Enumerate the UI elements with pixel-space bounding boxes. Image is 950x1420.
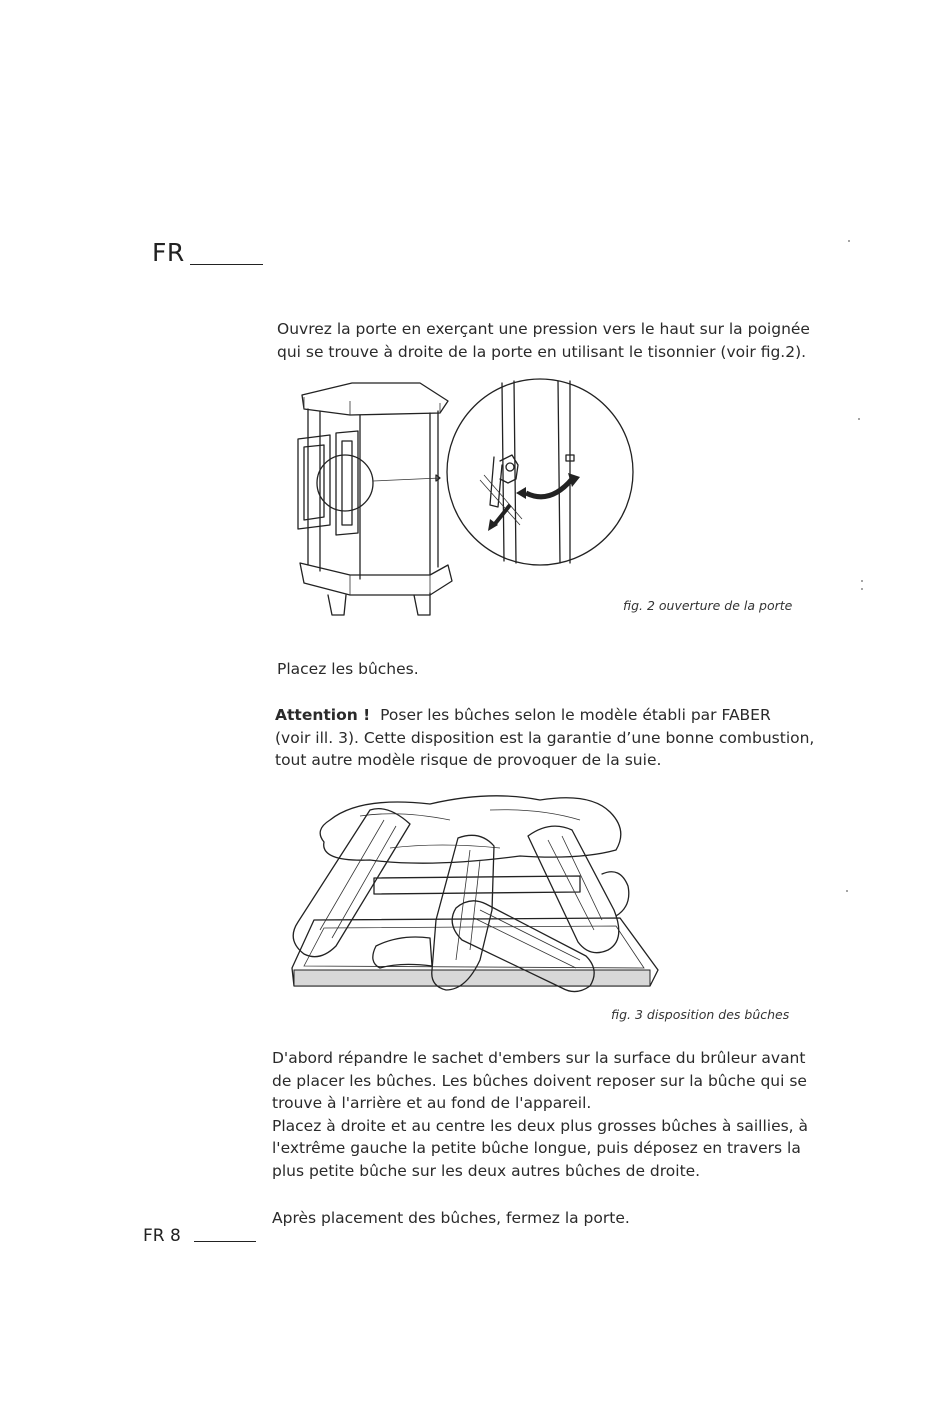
stove-door-illustration [290, 375, 650, 620]
instructions-line-4: Placez à droite et au centre les deux plus grosses bûches à saillies, à [272, 1116, 809, 1135]
instructions-line-3: trouve à l'arrière et au fond de l'appareil. [272, 1094, 592, 1112]
attention-line-3: tout autre modèle risque de provoquer de la suie. [275, 751, 662, 769]
attention-label: Attention ! [275, 706, 371, 724]
instructions-line-5: l'extrême gauche la petite bûche longue, puis déposez en travers la [272, 1139, 801, 1157]
scan-speck [861, 588, 863, 590]
logs-heading: Placez les bûches. [277, 660, 419, 678]
intro-paragraph [277, 318, 810, 363]
log-arrangement-illustration [280, 790, 660, 1000]
closing-line: Après placement des bûches, fermez la porte. [272, 1209, 630, 1227]
scan-speck [858, 418, 860, 420]
intro-line-1: Ouvrez la porte en exerçant une pression vers le haut sur la poignée [277, 320, 810, 338]
scan-speck [861, 580, 863, 582]
instructions-line-6: plus petite bûche sur les deux autres bûches de droite. [272, 1161, 701, 1180]
figure-2-caption: fig. 2 ouverture de la porte [623, 598, 793, 613]
attention-text-1: Poser les bûches selon le modèle établi par FABER [380, 706, 771, 724]
instructions-line-2: de placer les bûches. Les bûches doivent reposer sur la bûche qui se [272, 1071, 807, 1090]
page-number: FR 8 [143, 1226, 181, 1246]
header-rule [190, 264, 263, 265]
attention-line-1 [275, 704, 814, 727]
instructions-line-1: D'abord répandre le sachet d'embers sur la surface du brûleur avant [272, 1049, 806, 1067]
scan-speck [848, 240, 850, 242]
attention-paragraph [275, 704, 814, 772]
instructions-paragraph [272, 1047, 808, 1182]
footer-rule [194, 1241, 256, 1242]
attention-line-2: (voir ill. 3). Cette disposition est la garantie d’une bonne combustion, [275, 728, 815, 747]
figure-3-caption: fig. 3 disposition des bûches [611, 1007, 790, 1022]
intro-line-2: qui se trouve à droite de la porte en utilisant le tisonnier (voir fig.2). [277, 342, 807, 361]
scan-speck [846, 890, 848, 892]
language-label: FR [152, 238, 185, 267]
